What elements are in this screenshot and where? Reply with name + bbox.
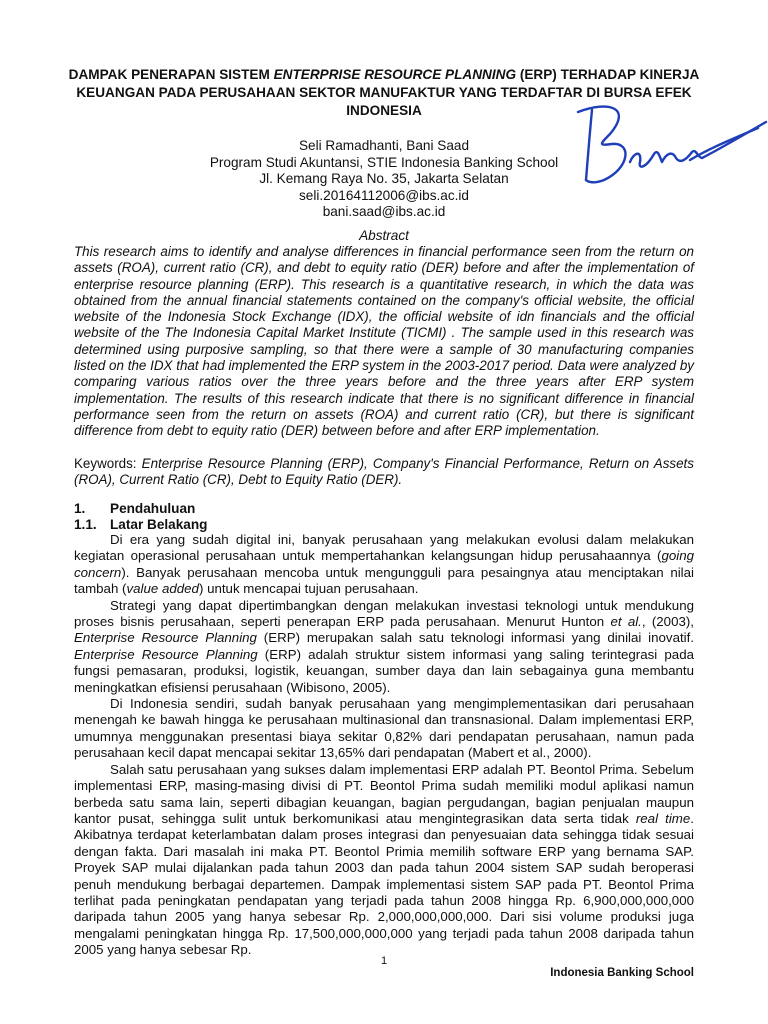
text-run: . Akibatnya terdapat keterlambatan dalam proses integrasi dan penyesuaian data sehingga tidak sesuai dengan fakta. Dari masalah ini maka PT. Beontol Primia memilih software ERP yang bernama SAP. Proyek SAP mulai dijalankan pada tahun 2003 dan pada tahun 2004 sistem SAP sudah beroperasi penuh mendukung berbagai departemen. Dampak implementasi sistem SAP pada PT. Beontol Prima terlihat pada peningkatan pendapatan yang terjadi pada tahun 2008 hingga Rp. 6,900,000,000,000 daripada tahun 2005 yang hanya sebesar Rp. 2,000,000,000,000. Dari sisi volume produksi juga mengalami peningkatan hingga Rp. 17,500,000,000,000 yang terjadi pada tahun 2008 daripada tahun 2005 yang hanya sebesar Rp.	[74, 810, 694, 958]
author-email-2: bani.saad@ibs.ac.id	[322, 204, 446, 220]
title-italic-part: ENTERPRISE RESOURCE PLANNING	[273, 67, 517, 82]
author-names: Seli Ramadhanti, Bani Saad	[298, 138, 470, 153]
abstract-text: This research aims to identify and analyse differences in financial performance seen from the return on assets (ROA), current ratio (CR), and debt to equity ratio (DER) before and after the implementation of enterprise resource planning (ERP). This research is a quantitative research, in which the data was obtained from the annual financial statements contained on the company's official website, the official website of the Indonesia Stock Exchange (IDX), the official website of idn financials and the official website of the The Indonesia Capital Market Institute (TICMI) . The sample used in this research was determined using purposive sampling, so that there were a sample of 30 manufacturing companies listed on the IDX that had implemented the ERP system in the 2003-2017 period. Data were analyzed by comparing various ratios over the three years before and the three years after ERP system implementation. The results of this research indicate that there is no significant difference in financial performance seen from the return on assets (ROA) and current ratio (CR), but there is significant difference from debt to equity ratio (DER) between before and after ERP implementation.	[74, 244, 694, 439]
page-number: 1	[380, 955, 388, 967]
paragraph-3: Di Indonesia sendiri, sudah banyak perusahaan yang mengimplementasikan dari perusahaan menengah ke bawah hingga ke perusahaan multinasional dan transnasional. Dalam implementasi ERP, umumnya menggunakan presentasi biaya sekitar 0,82% dari pendapatan perusahaan, namun pada perusahaan kecil dapat mencapai sekitar 13,65% dari pendapatan (Mabert et al., 2000).	[74, 696, 694, 761]
title-part: (ERP) TERHADAP KINERJA KEUANGAN PADA PERUSAHAAN SEKTOR MANUFAKTUR YANG TERDAFTAR DI BURSA EFEK INDONESIA	[76, 67, 700, 118]
paragraph-1	[74, 532, 694, 598]
italic-term: real time	[635, 810, 691, 826]
section-title: Latar Belakang	[110, 517, 208, 532]
abstract-heading: Abstract	[359, 228, 409, 243]
section-title: Pendahuluan	[110, 501, 196, 516]
author-email-1: seli.20164112006@ibs.ac.id	[299, 187, 469, 203]
keywords-text: Enterprise Resource Planning (ERP), Company's Financial Performance, Return on Assets (ROA), Current Ratio (CR), Debt to Equity Ratio (DER).	[74, 456, 694, 488]
section-number: 1.	[74, 501, 86, 516]
text-run: Salah satu perusahaan yang sukses dalam implementasi ERP adalah PT. Beontol Prima. Sebelum implementasi ERP, masing-masing divisi di PT. Beontol Prima sudah memiliki modul aplikasi namun berbeda satu sama lain, seperti dibagian keuangan, bagian pergudangan, bagian penjualan maupun kantor pusat, sehingga sulit untuk berkomunikasi atau mengintegrasikan data serta tidak	[74, 761, 694, 826]
text-run: ). Banyak perusahaan mencoba untuk mengungguli para pesaingnya atau menciptakan nilai tambah (	[74, 564, 694, 597]
italic-term: et al.	[610, 614, 642, 630]
paragraph-4	[74, 762, 694, 959]
section-heading-1	[74, 501, 694, 517]
body-text	[74, 532, 694, 959]
keywords-label: Keywords:	[74, 456, 137, 471]
italic-term: going concern	[74, 548, 694, 580]
text-run: (ERP) merupakan salah satu teknologi informasi yang dinilai inovatif.	[256, 630, 694, 646]
text-run: , (2003),	[641, 614, 694, 630]
italic-term: Enterprise Resource Planning	[74, 630, 257, 646]
text-run: Di era yang sudah digital ini, banyak perusahaan yang melakukan evolusi dalam melakukan kegiatan operasional perusahaan untuk mempertahankan kelangsungan hidup perusahaannya (	[74, 532, 694, 564]
keywords-block	[74, 456, 694, 489]
section-heading-1-1	[74, 517, 694, 533]
footer-institution: Indonesia Banking School	[550, 967, 694, 979]
handwritten-signature	[570, 100, 768, 190]
section-number: 1.1.	[74, 517, 97, 532]
title-part: DAMPAK PENERAPAN SISTEM	[68, 67, 274, 82]
italic-term: value added	[126, 581, 199, 597]
author-program: Program Studi Akuntansi, STIE Indonesia Banking School	[209, 154, 559, 170]
text-run: (ERP) adalah struktur sistem informasi yang saling terintegrasi pada fungsi pemasaran, produksi, logistik, keuangan, sumber daya dan lain sebagainya guna membantu meningkatkan efisiensi perusahaan (Wibisono, 2005).	[74, 646, 694, 695]
italic-term: Enterprise Resource Planning	[74, 646, 258, 662]
text-run: Strategi yang dapat dipertimbangkan dengan melakukan investasi teknologi untuk mendukung proses bisnis perusahaan, seperti penerapan ERP pada perusahaan. Menurut Hunton	[74, 597, 694, 630]
author-address: Jl. Kemang Raya No. 35, Jakarta Selatan	[259, 171, 509, 187]
text-run: ) untuk mencapai tujuan perusahaan.	[198, 581, 419, 597]
paragraph-2	[74, 598, 694, 696]
author-block	[160, 138, 608, 221]
